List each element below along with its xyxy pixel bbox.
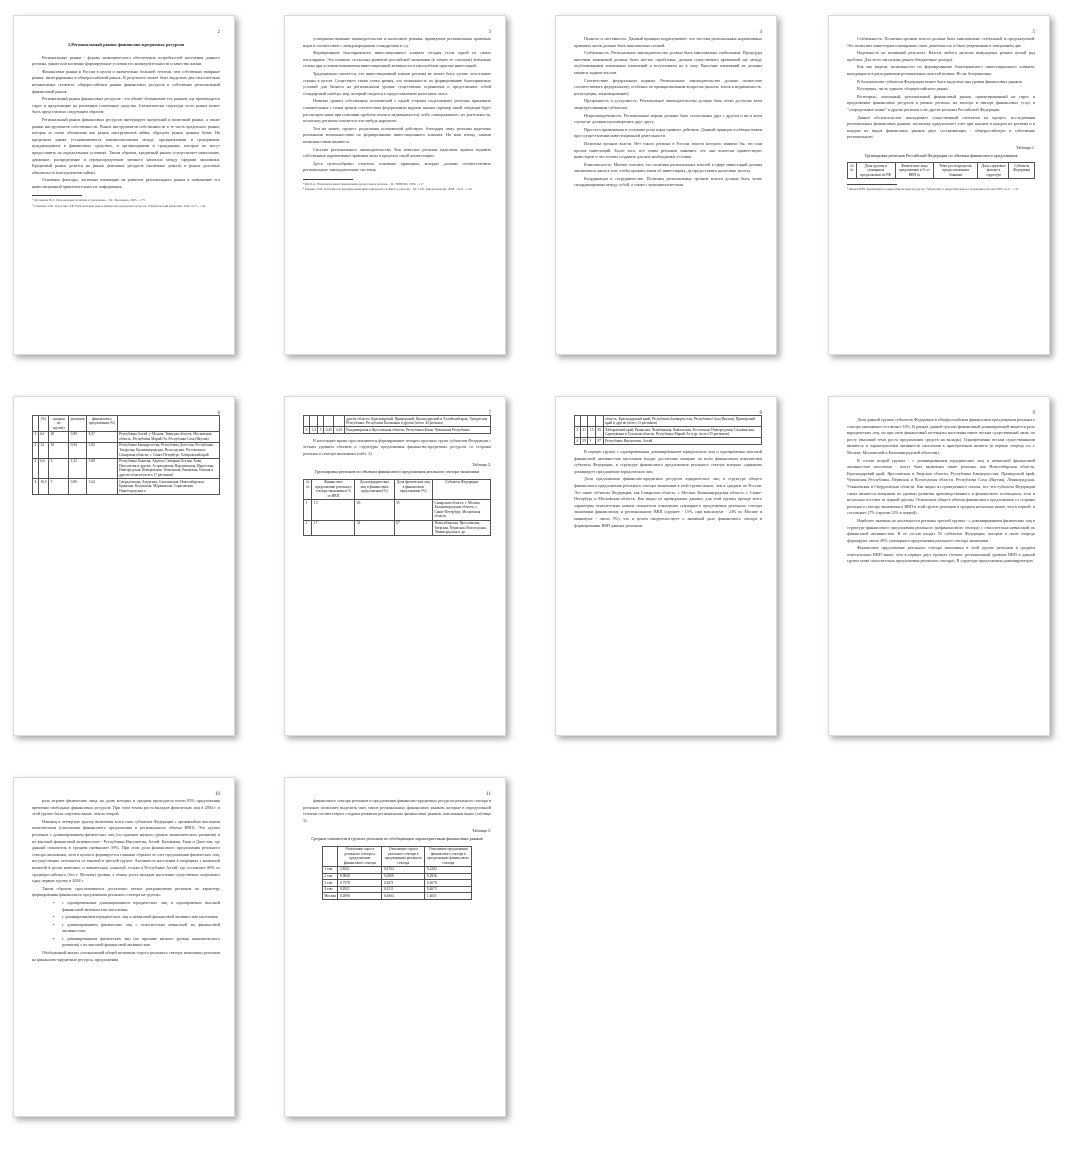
table-cell: 0,9840 [338, 873, 382, 880]
table-cell [588, 416, 596, 427]
page-11 [284, 777, 506, 1117]
list-item: • с доминированием юридических лиц и невысокой финансовой активностью населения; [62, 914, 220, 921]
paragraph: Как мы видели, возможности по формированию благоприятного инвестиционного климата, находящиеся в распоряжении региональных властей велики. Но не безграничны. [847, 64, 1035, 76]
table-cell: 0,94 [69, 442, 87, 458]
table-cell: Новосибирская, Ярославская, Тверская, Пермская, Вологодская, Ленинградская и др. [432, 520, 490, 536]
table-cell: 12 [38, 442, 48, 458]
paragraph: роль играют физические лица, на долю которых в среднем приходится почти 85% предложения временно свободных финансовых ресурсов. При этом темпы роста вкладов физических лиц в 2004 г. в этой группе были ощутимо выше, чем во второй. [32, 798, 220, 817]
paragraph: Таким образом, прослеживается достаточно четкое разграничение регионов по характеру формирования финансового предложения реального сектора на группы: [32, 885, 220, 898]
paragraph: Координация и сотрудничество. Политика региональных органов власти должна быть четко скоординирована между собой, а также с муниципалитетами. [574, 175, 762, 188]
table-header-cell: Финансовое предложение реального сектора экономики в % от ВВП [312, 479, 355, 499]
paragraph: Финансовое предложение реального сектора экономики в этой группе регионов в среднем относительно ВВП выше, чем в первых двух группах (точнее, региональный уровень ВВП в данной группе ниже относительно предложения реального сектора). В структуре предложения доминирующую [847, 545, 1035, 564]
table-cell: 4 [33, 479, 39, 495]
table-cell: 4 [49, 458, 69, 478]
table-row [322, 873, 471, 880]
table-cell: 0,4764 [382, 866, 425, 873]
table-cell: 3 [33, 458, 39, 478]
table-title: Группировка регионов по объемам финансового предложения реального сектора экономики [314, 469, 480, 475]
paragraph: Соответствие федеральным нормам. Региональное законодательство должно полностью соответствовать федеральному, особенно по принципиальным вопросам (налоги, земля и недвижимость, регистрация, лицензирование). [574, 77, 762, 96]
table-header-cell: Доля физических лиц в финансовом предложении (%) [394, 479, 432, 499]
table-cell: 3 тип [322, 880, 338, 887]
table-cell: 2 тип [322, 873, 338, 880]
table-cell: 4,10 [335, 427, 343, 432]
table-cell [309, 416, 318, 427]
table-cell: 64 [38, 431, 48, 442]
page-3 [284, 15, 506, 355]
paragraph: Наконец в четвертую группу включены всего пять субъектов Федерации с чрезвычайно высокими показателями (отношения финансового предложения и регионального объема ВВП). Это группа регионов с доминированием физических лиц (по причине низкого уровня экономического развития) и их высокой финансовой активностью - Республики Ингушетия, Алтай, Калмыкия, Тыва и Дагестан, где данный показатель в среднем превышает 59%. При этом доля финансового предложения реального сектора экономики, хотя в целом и формируется главным образом за счет предложения физических лиц, несущественно отличается от таковой в третьей группе. Активность населения в операциях с наличной валютой в целом невелика, и значительно, пожалуй, только в Республике Алтай, где составляет 86% от среднероссийского (без г. Москвы) уровня, а темпы роста вкладов населения существенно опережают одну первую группу в 2004 г. [32, 818, 220, 884]
paragraph: Финансовые рынки в России в целом и значительно большей степени, чем собственно товарные рынки, интегрированы в общероссийский рынок. В результате может быть выделено два относительно независимых сегмента: общероссийские рынки финансовых ресурсов и собственно региональный финансовый рынок. [32, 68, 220, 94]
page-number: 7 [488, 411, 491, 416]
paragraph: Формирование благоприятного инвестиционного климата сегодня стала одной из самых популярных. Это понятно, поскольку развитие российской экономики (в точнее ее спасение) возможно только при условии повышения инвестиционной активности и масштабном притоке инвестиций. [303, 50, 491, 69]
table-cell: 87 [597, 438, 602, 443]
table-row [33, 442, 220, 458]
table-1-end [303, 415, 491, 434]
table-cell [324, 416, 334, 427]
paragraph: Здесь целесообразно отметить основные принципы, которые должны соответствовать региональные законодательные системы: [303, 160, 491, 173]
paragraph: В первую группу с одновременным доминированием юридических лиц и одновременно высокой финансовой активностью населения входят достаточно мощные по всем финансовым показателям субъекты Федерации, в структуре финансового предложения реального сектора которых одинаково доминирует предложение юридических лиц. [574, 448, 762, 474]
paragraph: Наиболее значимы по численности регионы третьей группы - с доминированием физических лиц в структуре финансового предложения реального (нефинансового сектора) с относительно невысокой их финансовой активностью. В ее состав входят 55 субъектов Федерации, которые в свою очередь формируют около 49% суммарного предложения реального сектора экономики. [847, 517, 1035, 543]
table-cell: Москва [324, 893, 336, 898]
table-cell: Хабаровский край, Рязанская, Челябинская, Камчатская, Ростовская, Новгородская, Сахалинская, Саратовская и Тульская области, Республика Марий Эл и др. (всего 55 регионов). [603, 427, 761, 438]
table-cell: Республика Хакасия, Адыгея, Северная Осетия, Тыва, Ингушетия и другие, Астраханская, Воронежская, Иркутская, Новгородская, Кемеровская, Тюменская, Рязанская, Омская и другие области (всего 17 регионов) [117, 458, 219, 478]
paragraph: Комплексность. Многие считают, что политика региональных властей в сфере инвестиций должна заключаться лишь в том, чтобы принять закон об инвестициях, да предоставить налоговые льготы. [574, 161, 762, 174]
table-row [304, 520, 491, 536]
page-2 [13, 15, 235, 355]
table-cell [580, 416, 588, 427]
table-row [575, 427, 762, 438]
table-cell: 31 [355, 520, 394, 536]
table-cell: 59 [582, 438, 586, 443]
table-cell: 5 [319, 427, 322, 432]
table-header-cell: средняя по группе) [49, 416, 69, 432]
table-cell: 8,37 [87, 431, 117, 442]
table-cell: 85 [595, 427, 603, 438]
table-header-row [848, 163, 1035, 179]
page-10 [13, 777, 235, 1117]
table-caption: Таблица 2. [472, 461, 491, 467]
table-row [33, 479, 220, 495]
paragraph: Система регионального законодательства. Как известно регионы наделены правом издавать собственные нормативные правовые акты в пределах своей компетенции. [303, 146, 491, 159]
table-cell: 29 [49, 431, 69, 442]
table-cell: Самарская область, г. Москва, Калининградская область, г. Санкт-Петербург, Московская область [432, 500, 490, 520]
table-header-cell: Доля страховых выплат в структуре [978, 163, 1009, 179]
table-header-cell: Субъекты Федерации [432, 479, 490, 499]
table-cell: Республика Ингушетия, Алтай [603, 438, 761, 445]
table-cell: 21 [580, 427, 588, 438]
footnote-separator [32, 195, 82, 196]
footnote: ³ Куб Б.А. Управление инвестиционными процессами в регионе. - М.: ЮНИТИ, 1999. - с.17 [303, 181, 424, 186]
table-cell: 4 тип [322, 886, 338, 893]
table-cell: 5 [49, 479, 69, 495]
table-cell: 0,2896 [338, 893, 382, 900]
table-cell: 0,7578 [338, 880, 382, 887]
table-header-cell: Отношение спроса реального сектора к предложению финансового сектора [338, 846, 382, 866]
paragraph: Во-вторых, локальный, региональный финансовый рынок, ориентированный на спрос и предложение финансовых ресурсов в рамках региона, на экспорт и импорт финансовых услуг в "сопредельные плане" и другие регионы и во другие регионы Российской Федерации. [847, 93, 1035, 112]
table-row [575, 416, 762, 427]
page-5 [828, 15, 1050, 355]
section-title: 1.Региональный рынок финансово-кредитных ресурсов [67, 42, 185, 47]
page-8 [555, 396, 777, 736]
table-header-row [322, 846, 471, 866]
footnote-separator [847, 184, 897, 185]
table-cell: 2 [304, 520, 312, 536]
table-cell: область, Краснодарский край, Республика Башкортостан, Республика Саха (Якутия), Приморский край и другие (всего 13 регионов) [603, 416, 761, 427]
list-item: • с доминированием физических лиц с относительно невысокой их финансовой активностью; [62, 922, 220, 935]
paragraph: финансового сектора регионов и предложения финансово-кредитных ресурсов реального сектора в регионах позволяет выделить пять типов региональных финансовых рынков, которые в определенной степени соответствуют стадиям развития региональных финансовых рынков, описанным выше (таблица 3). [303, 798, 491, 823]
table-cell: 67 [394, 520, 432, 536]
table-cell: 10 [49, 442, 69, 458]
table-header-cell: Субъекты Федерации [1009, 163, 1035, 179]
paragraph: Обобщенный анализ соотношений общей величины спроса реального сектора экономики регионов на финансово-кредитные ресурсы, предложения [32, 950, 220, 962]
list-item: • с доминированием физических лиц (по причине низкого уровня экономического развития) с их высокой финансовой активностью. [62, 936, 220, 949]
paragraph: Прозрачность и доступность. Региональное законодательство должно быть легко доступно всем заинтересованным субъектам. [574, 98, 762, 110]
table-cell: 2 [33, 442, 39, 458]
table-cell: 0,4064 [382, 893, 425, 900]
table-caption: Таблица 1. [1016, 144, 1035, 150]
table-row [304, 500, 491, 520]
page-number: 3 [488, 30, 491, 35]
table-cell: 0,80 [69, 479, 87, 495]
table-cell [595, 416, 603, 427]
table-cell: другие области, Красноярский, Приморский, Краснодарский и Алтайский края, Удмуртская Республика, Республика Калмыкия и другие (всего 43 региона) [344, 416, 490, 427]
table-cell: 3 [33, 431, 39, 442]
table-cell: 5,00 [87, 458, 117, 478]
table-cell: 0,89 [69, 431, 87, 442]
table-cell: 3,24 [87, 479, 117, 495]
table-cell: 0,4673 [425, 886, 472, 893]
table-title: Группировка регионов Российской Федерации по объемам финансового предложения [864, 152, 1018, 158]
table-row [33, 431, 220, 442]
table-cell: 15 [312, 500, 355, 520]
table-row [33, 458, 220, 478]
footnote: ⁴ Рудкина Л.М. Особенности формирования инвестиционного климата в регионе. - М.: СПб: финансовая им., 2008. - № 6. - с.44. [303, 187, 473, 192]
table-cell: 1,4 [311, 427, 316, 432]
table-cell: 3 [575, 427, 581, 438]
table-header-cell: регионов [69, 416, 87, 432]
paragraph: Региональные рынки - формы экономического обеспечения потребностей населения данного региона, прямо или косвенно формирующие условия его жизнедеятельности и качества жизни. [32, 54, 220, 67]
table-cell: 1 [304, 500, 312, 520]
paragraph: Стабильность. Политика органов власти должна быть максимально стабильной и предсказуемой. Это позволяет инвесторам планировать свою деятельность и быть уверенными в завтрашнем дне. [847, 36, 1035, 48]
table-cell: 0,2836 [425, 873, 472, 880]
page-4 [555, 15, 777, 355]
table-row [322, 880, 471, 887]
paragraph: Стабильность. Региональное законодательство должно быть максимально стабильным. Процедура внесения изменений должна быть жестко отработана, должен существовать временной лаг между опубликованием возможных изменений и вступлением их в силу. Внесение изменений не должны менятся задним числом. [574, 50, 762, 75]
table-header-row [33, 416, 220, 432]
table-cell: 5 [305, 427, 308, 432]
table-header-cell: Физические лица предложение в % от ВВП (к [895, 163, 933, 179]
table-cell: 0,2671 [382, 880, 425, 887]
table-cell: 4 [576, 438, 579, 443]
table-cell: 0,3679 [425, 880, 472, 887]
table-cell: 0,4921 [338, 886, 382, 893]
bullet-list [32, 900, 220, 949]
table-header-cell: финансового предложения (%) [87, 416, 117, 432]
paragraph: Данное обстоятельство накладывает существенный отпечаток на процесс исследования региональных финансовых рынков, поскольку предполагает учет при анализе в каждом их региона и в каждом их видов финансовых рынков двух составляющих - общероссийскую и собственно региональную. [847, 114, 1035, 140]
table-header-cell: (%) [38, 416, 48, 432]
page-9 [828, 396, 1050, 736]
table-cell: Свердловская, Амурская, Сахалинская, Новосибирская, Брянская, Калужская, Мурманская, Саратовская, Нижегородская и [117, 479, 219, 495]
page-number: 4 [759, 30, 762, 35]
table-header-cell: Темп роста кредитов, предоставленных банками [934, 163, 978, 179]
table-cell: 0,2809 [382, 873, 425, 880]
paragraph: Новизна границ собственных полномочий с одной стороны подталкивает регионы принимать сомнительные с точки зрения соответствия федеральным нормам законы (пример такой ситуации будет рассмотрен ниже при описании проблем земли и недвижимости), либо «замораживает» их деятельность, поскольку регионы опасаются что-нибудь нарушить. [303, 98, 491, 124]
table-header-cell: Отношение предложения финансового сектора к предложению финансового сектора [425, 846, 472, 866]
page-7 [284, 396, 506, 736]
table-cell: 0,45 [325, 427, 332, 432]
table-cell: Владимирская и Ярославская области, Республика Коми, Чувашская Республика [344, 427, 490, 434]
table-cell: 1 тип [322, 866, 338, 873]
table-cell: 1,4031 [425, 893, 472, 900]
paragraph: В настоящее время прослеживается формирование четырех крупных групп субъектов Федерации с четким уровнем объемов и структуры предложения финансово-кредитных ресурсов со стороны реального сектора экономики (табл. 2). [303, 437, 491, 456]
page-number: 5 [1032, 30, 1035, 35]
table-1 [847, 162, 1035, 179]
paragraph: Непротиворечивость. Региональные нормы должны быть согласованы друг с другом и ни в коем случае не должны противоречить друг другу. [574, 112, 762, 125]
table-header-cell [117, 416, 219, 432]
paragraph: Во-первых, часть единого общероссийского рынка. [857, 86, 949, 92]
paragraph: Политика органов власти. Нет такого региона в России, власти которого заявили бы, что они против инвестиций. Более того, все главы регионов заявляют, что они всячески приветствуют инвесторов и что готовы создавать для них необходимые условия. [574, 140, 762, 160]
table-title: Средние показатели в группах регионов по обобщающим характеристикам финансовых рынков [311, 835, 483, 841]
table-header-cell: № № [848, 163, 857, 179]
page-number: 6 [217, 411, 220, 416]
table-row [304, 427, 491, 434]
paragraph: Надежность не взаимный результат. Власти любого региона вынуждены решать целый ряд проблем. Для этого им нужны деньги (бюджетные доходы). [847, 50, 1035, 62]
paragraph: Полнота и системность. Данный принцип подразумевает, что система региональных нормативных правовых актов должна быть максимально полной. [574, 36, 762, 48]
table-cell [334, 416, 344, 427]
paragraph: В состав второй группы - с доминированием юридических лиц и невысокой финансовой активностью населения - могут быть включены такие регионы, как Новосибирская область, Краснодарский край, Ярославская и Тверская области, Республика Башкортостан, Приморский край, Чувашская Республика, Пермская и Вологодская области, Республика Саха (Якутия), Ленинградская, Ульяновская и Свердловская области. Как видно из приведенного списка, все эти субъекты Федерации также являются мощными по уровню развития производственного и финансового потенциала, хотя и несколько отстают от первой группы. Отношение общего объема финансового предложения со стороны реального сектора экономики к ВВП в этой группе регионов в среднем несколько выше, чем в первой, и составляет 17% (против 12% в первой). [847, 457, 1035, 516]
paragraph: Тем не менее, процесс разделения полномочий действует, благодаря чему регионы наделены реальными возможностями по формированию инвестиционного климата. На наш взгляд такими возможностями являются: [303, 125, 491, 144]
table-1-continued [32, 415, 220, 495]
table-row [304, 416, 491, 427]
table-cell: 65 [355, 500, 394, 520]
table-cell: 0,2311 [382, 886, 425, 893]
table-row [322, 886, 471, 893]
table-cell: 15 [588, 427, 596, 438]
paragraph: В большинстве субъектов Федерации может быть выделено два уровня финансовых рынков. [857, 78, 1023, 84]
paragraph: Региональный рынок финансовых ресурсов - это общее обозначение тех рынков, где производится спрос и предложение на различные платежные средства. Схематически структура этого рынка может быть представлена следующим образом: [32, 96, 220, 115]
paragraph: Традиционно считается, что инвестиционный климат региона не может быть лучше, чем климат страны в целом. Существует также точка зрения, что возможность по формированию благоприятных условий для бизнеса на региональном уровне существенно ограничена и представляют собой стандартный «набор» мер, который сводится к предоставлению налоговых льгот. [303, 70, 491, 96]
page-number: 8 [759, 411, 762, 416]
footnote: ¹ Дуганинов Ю.С. Региональная политика и управление. - М.: Экономика, 2005. - с.75. [32, 198, 146, 203]
table-header-cell: Доля юридических лиц в финансовом предложении (%) [355, 479, 394, 499]
table-cell: 1,85 [87, 442, 117, 458]
table-header-cell: № № [304, 479, 312, 499]
paragraph: Доля предложения финансово-кредитных ресурсов юридических лиц в структуре общего финансового предложения реального сектора экономики в этой группе выше, чем в среднем по России. Это такие субъекты Федерации, как Самарская область, г. Москва, Калининградская область, г. Санкт-Петербург и Московская область. Как видно из приведенных данных, для этой группы прежде всего характерна относительно низкие показатели отношения суммарного предложения реального сектора экономики финансовому и региональному ВВП (среднее - 15%, при максимуме - 24% по Москве и минимуме - около 5%), что в целом свидетельствует о значимой доле финансового сектора в формировании ВВП данных регионов. [574, 476, 762, 528]
table-cell: 1 [588, 438, 596, 445]
page-number: 11 [486, 792, 491, 797]
table-2-continued [574, 415, 762, 445]
table-2 [303, 479, 491, 537]
page-number: 2 [217, 30, 220, 35]
paragraph: Доля данной группы субъектов Федерации в общероссийском финансовом предложении реального сектора экономики составляет 33%. В рамках данной группы финансовый доминирующей является роль юридических лиц, но при этом финансовый потенциал населения имеет весьма существенный запас по росту (высокий темп роста предложения средств на вклады). Одновременно весьма существенными являются и характеристики активности населения в приобретении валюты (в первую очередь по г. Москве, Московской и Калининградской областям). [847, 417, 1035, 455]
paragraph: Простота применения и усиление роли норм прямого действия. Данный принцип особенно важен при осуществлении инвестиционной деятельности. [574, 126, 762, 139]
table-cell: 16,5 [38, 479, 48, 495]
table-header-cell [322, 846, 338, 866]
table-row [575, 438, 762, 445]
footnote: ² Стешенко Т.Ф., Трасухина Т.В. Региональный рынок финансово-кредитных ресурсов. //Практический маркетинг, 2002, № 7. - с.22. [32, 203, 207, 208]
table-cell: 35 [394, 500, 432, 520]
table-header-cell: Доля группы в суммарном предложении по РФ [856, 163, 895, 179]
paragraph: Региональный рынок финансовых ресурсов интегрирует кредитный и валютный рынки, а также рынки инструментов собственности. Рынок инструментов собственности в те часть кредитного рынка, которая за схеме обозначена как рынок инструментов займа, образуют рынок ценных бумаг. На кредитном рынке устанавливаются взаимоотношения между предприятиями и гражданами, нуждающимися в финансовых средствах, и организациями и гражданами, которые их могут предоставить на определенных условиях. Таким образом, кредитный рынок осуществляет накопление, движение, распределение и перераспределение заемного капитала между сферами экономики. Кредитный рынок делится на рынок денежных ресурсов (наличные деньги) и рынок долговых обязательств (инструментов займа). [32, 116, 220, 175]
page-number: 9 [1032, 411, 1035, 416]
footnote-separator [303, 179, 353, 180]
list-item: • с одновременным доминированием юридических лиц и одновременно высокой финансовой активностью населения; [62, 900, 220, 913]
table-header-cell: Отношение спроса реального сектора к предложению реального сектора [382, 846, 425, 866]
page-6 [13, 396, 235, 736]
table-cell: Республика Алтай, г. Москва, Тверская область, Московская область, Республика Марий Эл, Республика Саха (Якутия) [117, 431, 219, 442]
table-cell: 6,6 [38, 458, 48, 478]
page-number: 10 [215, 792, 220, 797]
table-cell: 17 [312, 520, 355, 536]
table-3 [322, 846, 472, 900]
paragraph: Основные факторы, логичные влияющие на развитие регионального рынка в повышение его инвестиционной привлекательности: информация, [32, 177, 220, 189]
table-caption: Таблица 3. [472, 828, 491, 834]
paragraph: усовершенствование законодательства и налогового режима, приведение региональных правовых норм в соответствие с международными стандартами и т.д. [303, 36, 491, 48]
table-header-row [304, 479, 491, 499]
table-cell: 1,52 [69, 458, 87, 478]
table-cell: 0,2202 [425, 866, 472, 873]
footnote: ⁵ Иванов В.Ю. Концепция по рынке финансовых ресурсов // Маркетинг и маркетинговые исследования в России 2005, № 9. - с.41 [847, 186, 1019, 191]
table-row [322, 893, 471, 900]
table-cell: Республика Башкортостан, Республика Дагестан, Республика Татарстан, Калининградская, Вологодская, Ростовская и Самарская области, г. Санкт-Петербург, Хабаровский край [117, 442, 219, 458]
table-row [322, 866, 471, 873]
table-cell: 2,8321 [338, 866, 382, 873]
